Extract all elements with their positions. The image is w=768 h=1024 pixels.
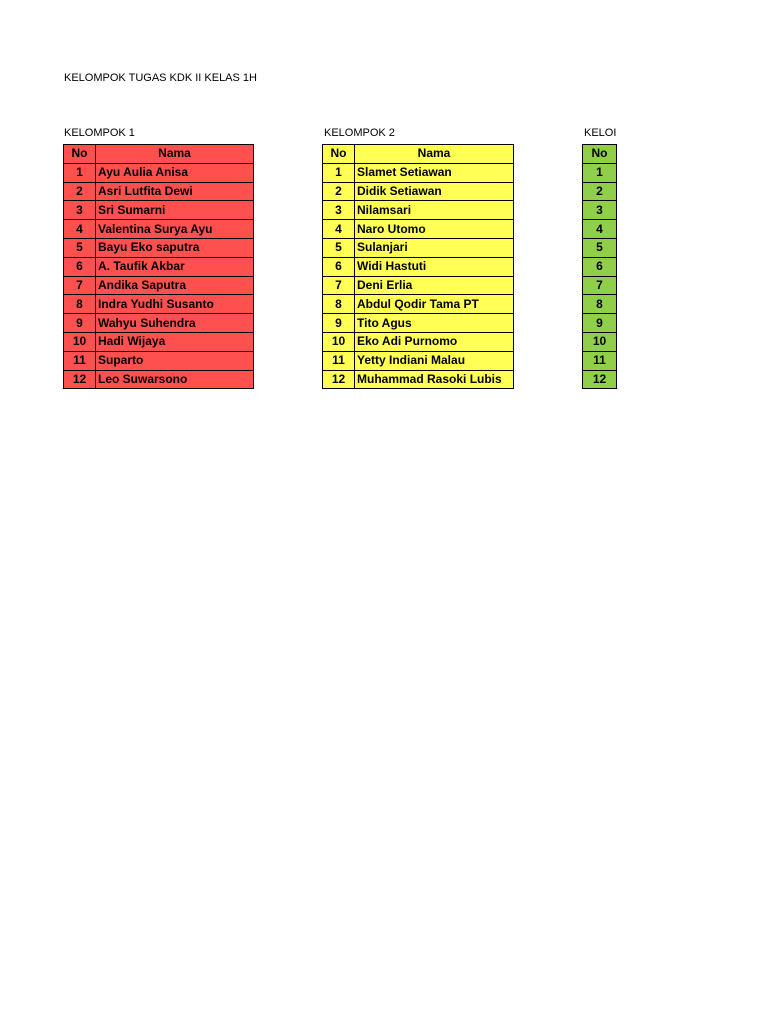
row-no: 7 — [583, 276, 617, 295]
table-row — [323, 220, 514, 239]
row-no: 6 — [323, 257, 355, 276]
group-1-table — [63, 144, 254, 389]
row-no: 4 — [323, 220, 355, 239]
table-row — [64, 220, 254, 239]
row-no: 7 — [64, 276, 96, 295]
table-row — [323, 370, 514, 389]
row-no: 6 — [583, 257, 617, 276]
row-nama: Muhammad Rasoki Lubis — [355, 370, 514, 389]
table-row — [64, 276, 254, 295]
row-no: 5 — [323, 238, 355, 257]
table-row — [323, 182, 514, 201]
table-row — [64, 163, 254, 182]
table-row — [64, 257, 254, 276]
row-no: 10 — [64, 332, 96, 351]
table-row — [64, 295, 254, 314]
row-no: 3 — [323, 201, 355, 220]
row-no: 11 — [583, 351, 617, 370]
document-title: KELOMPOK TUGAS KDK II KELAS 1H — [64, 72, 257, 84]
table-row — [583, 295, 617, 314]
table-row — [64, 370, 254, 389]
table-row — [583, 163, 617, 182]
row-nama: Sri Sumarni — [96, 201, 254, 220]
group-1-title: KELOMPOK 1 — [64, 127, 135, 139]
row-no: 8 — [323, 295, 355, 314]
row-no: 5 — [64, 238, 96, 257]
row-no: 1 — [583, 163, 617, 182]
table-row — [323, 238, 514, 257]
table-row — [583, 276, 617, 295]
row-nama: Valentina Surya Ayu — [96, 220, 254, 239]
row-nama: Andika Saputra — [96, 276, 254, 295]
row-no: 3 — [583, 201, 617, 220]
row-nama: Deni Erlia — [355, 276, 514, 295]
group-3-table — [582, 144, 617, 389]
table-row — [64, 332, 254, 351]
group-2-title: KELOMPOK 2 — [324, 127, 395, 139]
row-nama: Ayu Aulia Anisa — [96, 163, 254, 182]
table-row — [583, 351, 617, 370]
group-2-table — [322, 144, 514, 389]
row-no: 1 — [64, 163, 96, 182]
table-row — [64, 182, 254, 201]
table-row — [323, 332, 514, 351]
header-no: No — [583, 145, 617, 164]
table-row — [64, 351, 254, 370]
row-nama: Naro Utomo — [355, 220, 514, 239]
table-row — [583, 201, 617, 220]
row-nama: Suparto — [96, 351, 254, 370]
table-row — [64, 201, 254, 220]
row-nama: Asri Lutfita Dewi — [96, 182, 254, 201]
row-no: 2 — [323, 182, 355, 201]
row-no: 9 — [583, 314, 617, 333]
row-no: 1 — [323, 163, 355, 182]
row-nama: Leo Suwarsono — [96, 370, 254, 389]
row-nama: Eko Adi Purnomo — [355, 332, 514, 351]
table-header-row — [323, 145, 514, 164]
row-no: 10 — [323, 332, 355, 351]
row-nama: Slamet Setiawan — [355, 163, 514, 182]
row-no: 5 — [583, 238, 617, 257]
table-row — [583, 238, 617, 257]
row-no: 12 — [583, 370, 617, 389]
header-no: No — [323, 145, 355, 164]
row-no: 12 — [323, 370, 355, 389]
header-nama: Nama — [355, 145, 514, 164]
table-row — [323, 163, 514, 182]
table-header-row — [583, 145, 617, 164]
header-nama: Nama — [96, 145, 254, 164]
table-header-row — [64, 145, 254, 164]
row-nama: Wahyu Suhendra — [96, 314, 254, 333]
group-3-title: KELOI — [584, 127, 616, 139]
row-no: 4 — [583, 220, 617, 239]
header-no: No — [64, 145, 96, 164]
row-nama: Hadi Wijaya — [96, 332, 254, 351]
table-row — [583, 182, 617, 201]
row-no: 12 — [64, 370, 96, 389]
row-no: 10 — [583, 332, 617, 351]
row-nama: Didik Setiawan — [355, 182, 514, 201]
row-nama: Sulanjari — [355, 238, 514, 257]
table-row — [64, 314, 254, 333]
row-no: 6 — [64, 257, 96, 276]
row-no: 2 — [583, 182, 617, 201]
table-row — [583, 314, 617, 333]
table-row — [323, 295, 514, 314]
row-no: 9 — [64, 314, 96, 333]
row-no: 3 — [64, 201, 96, 220]
table-row — [323, 351, 514, 370]
row-no: 8 — [64, 295, 96, 314]
row-nama: Yetty Indiani Malau — [355, 351, 514, 370]
table-row — [323, 257, 514, 276]
row-no: 9 — [323, 314, 355, 333]
row-no: 11 — [323, 351, 355, 370]
row-no: 4 — [64, 220, 96, 239]
table-row — [583, 370, 617, 389]
row-nama: Bayu Eko saputra — [96, 238, 254, 257]
row-nama: Abdul Qodir Tama PT — [355, 295, 514, 314]
table-row — [323, 314, 514, 333]
row-no: 2 — [64, 182, 96, 201]
row-nama: A. Taufik Akbar — [96, 257, 254, 276]
table-row — [323, 201, 514, 220]
row-no: 8 — [583, 295, 617, 314]
row-no: 11 — [64, 351, 96, 370]
row-no: 7 — [323, 276, 355, 295]
table-row — [583, 332, 617, 351]
table-row — [583, 220, 617, 239]
table-row — [64, 238, 254, 257]
table-row — [323, 276, 514, 295]
row-nama: Tito Agus — [355, 314, 514, 333]
table-row — [583, 257, 617, 276]
row-nama: Widi Hastuti — [355, 257, 514, 276]
row-nama: Nilamsari — [355, 201, 514, 220]
row-nama: Indra Yudhi Susanto — [96, 295, 254, 314]
